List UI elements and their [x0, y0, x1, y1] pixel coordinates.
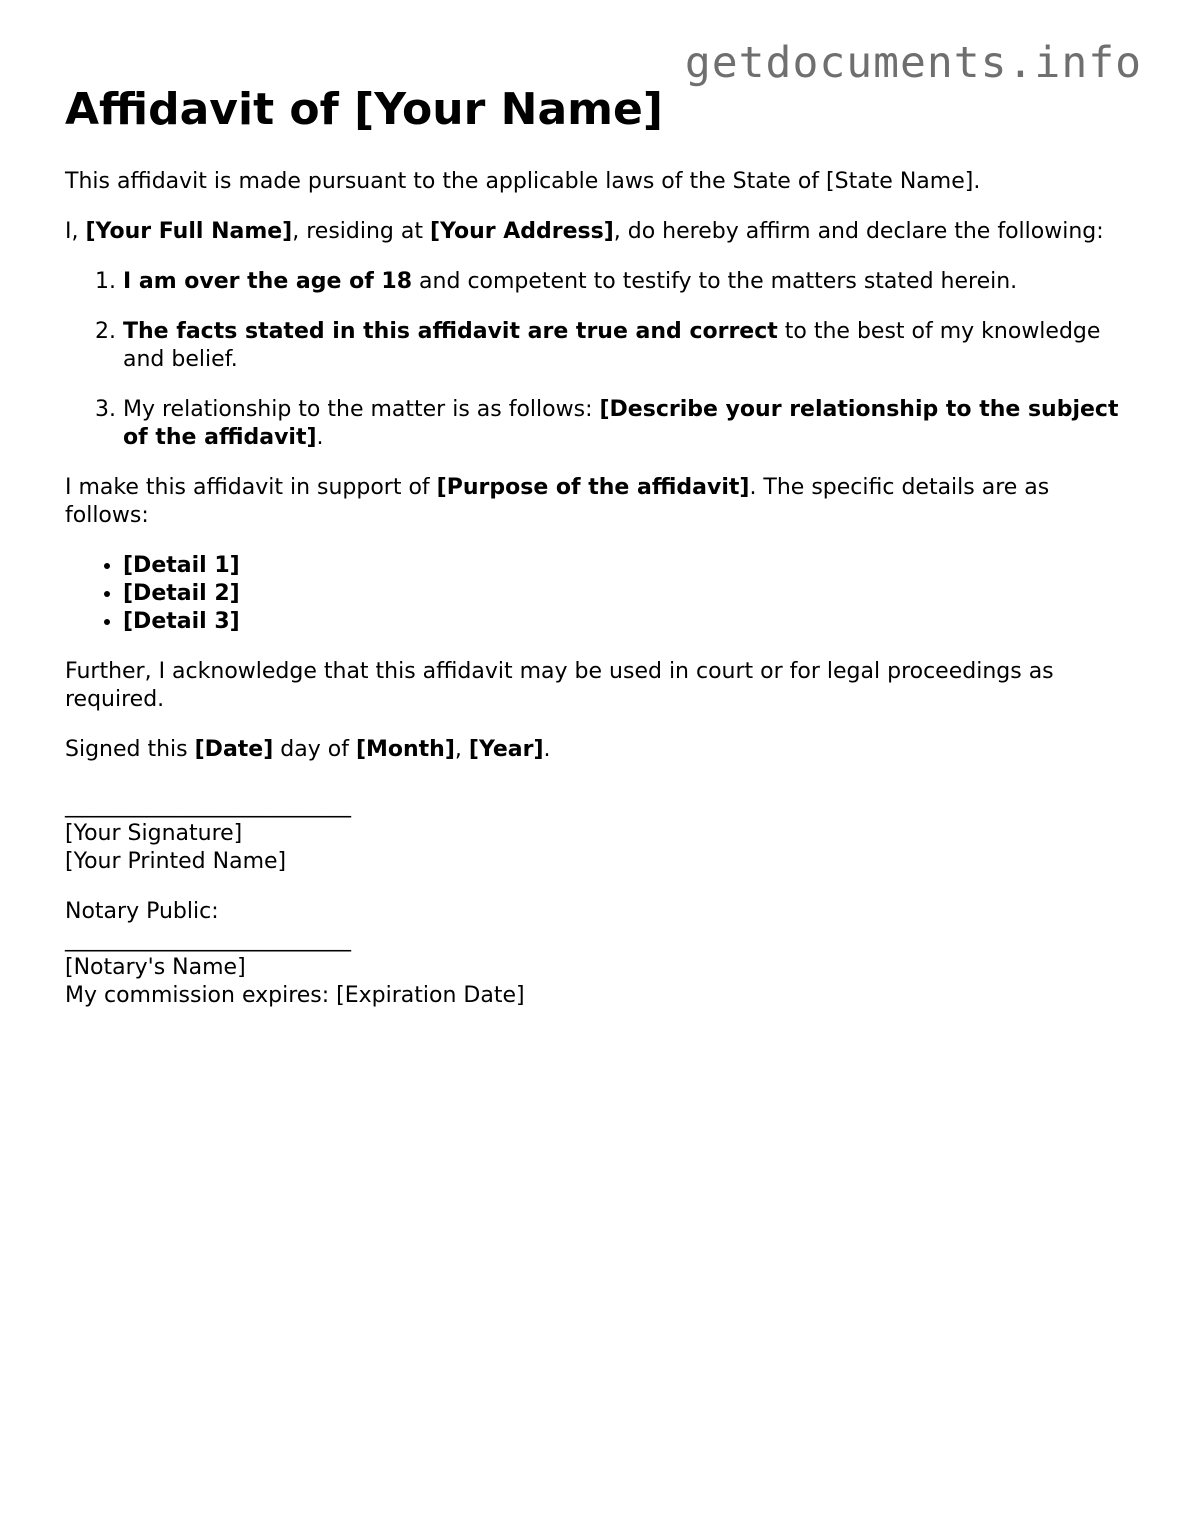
- signature-block: [65, 792, 1125, 876]
- statement-text: .: [316, 425, 324, 450]
- detail-text: [Detail 3]: [123, 609, 240, 634]
- purpose-suffix: . The specific details are as follows:: [65, 475, 1050, 528]
- notary-heading: Notary Public:: [65, 899, 219, 924]
- statements-list: [65, 268, 1125, 452]
- document-title: Affidavit of [Your Name]: [65, 84, 663, 135]
- declaration-prefix: I,: [65, 219, 86, 244]
- month-placeholder: [Month]: [355, 737, 455, 762]
- purpose-placeholder: [Purpose of the affidavit]: [436, 475, 750, 500]
- signature-label: [Your Signature]: [65, 821, 243, 846]
- signed-paragraph: [65, 736, 1125, 764]
- year-placeholder: [Year]: [468, 737, 544, 762]
- acknowledgement-paragraph: Further, I acknowledge that this affidavit may be used in court or for legal proceedings as required.: [65, 659, 1054, 712]
- statement-item: [123, 318, 1125, 374]
- notary-name-label: [Notary's Name]: [65, 955, 246, 980]
- statement-bold: The facts stated in this affidavit are true and correct: [123, 319, 778, 344]
- full-name-placeholder: [Your Full Name]: [85, 219, 293, 244]
- printed-name-label: [Your Printed Name]: [65, 849, 287, 874]
- purpose-paragraph: [65, 474, 1125, 530]
- details-list: [65, 552, 1125, 636]
- document-page: [65, 84, 1125, 1032]
- purpose-prefix: I make this affidavit in support of: [65, 475, 437, 500]
- signed-mid: day of: [273, 737, 356, 762]
- declaration-paragraph: [65, 218, 1125, 246]
- detail-text: [Detail 1]: [123, 553, 240, 578]
- statement-bold: I am over the age of 18: [123, 269, 413, 294]
- statement-item: [123, 268, 1125, 296]
- detail-text: [Detail 2]: [123, 581, 240, 606]
- statement-text: to the best of my knowledge and belief.: [123, 319, 1101, 372]
- intro-paragraph: This affidavit is made pursuant to the applicable laws of the State of [State Name].: [65, 169, 981, 194]
- declaration-middle: , residing at: [292, 219, 430, 244]
- notary-signature-line: __________________________: [65, 927, 351, 952]
- signed-prefix: Signed this: [65, 737, 195, 762]
- date-placeholder: [Date]: [194, 737, 274, 762]
- statement-item: [123, 396, 1125, 452]
- signed-mid: ,: [454, 737, 469, 762]
- detail-item: [123, 580, 1125, 608]
- signed-suffix: .: [543, 737, 551, 762]
- declaration-suffix: , do hereby affirm and declare the following:: [613, 219, 1104, 244]
- statement-bold: [Describe your relationship to the subject of the affidavit]: [123, 397, 1119, 450]
- detail-item: [123, 608, 1125, 636]
- watermark: getdocuments.info: [684, 38, 1142, 88]
- notary-block: [65, 898, 1125, 1010]
- statement-lead: My relationship to the matter is as follows:: [123, 397, 600, 422]
- detail-item: [123, 552, 1125, 580]
- signature-line: __________________________: [65, 793, 351, 818]
- commission-expiry: My commission expires: [Expiration Date]: [65, 983, 525, 1008]
- statement-text: and competent to testify to the matters stated herein.: [412, 269, 1018, 294]
- address-placeholder: [Your Address]: [429, 219, 614, 244]
